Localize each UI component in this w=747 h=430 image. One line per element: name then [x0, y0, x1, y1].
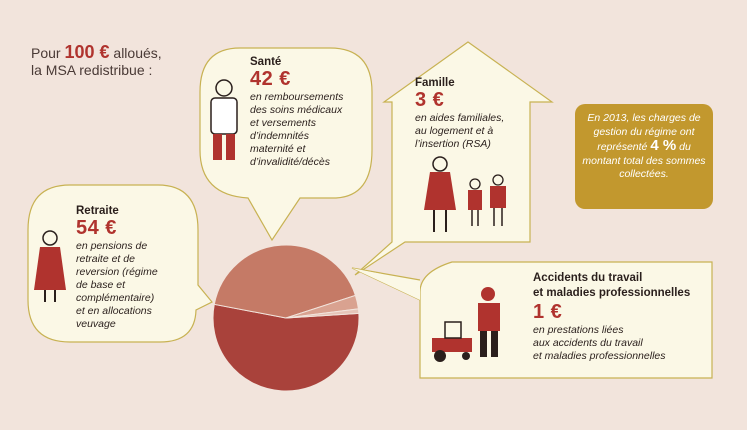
retraite-title: Retraite [76, 205, 119, 217]
famille-desc: en aides familiales, au logement et à l’insertion (RSA) [415, 112, 505, 150]
famille-amount: 3 € [415, 89, 445, 111]
famille-block [415, 77, 527, 151]
accidents-desc: en prestations liées aux accidents du travail et maladies professionnelles [533, 324, 666, 362]
accidents-title-1: Accidents du travail [533, 272, 643, 284]
sante-title: Santé [250, 56, 282, 68]
famille-title: Famille [415, 77, 455, 89]
accidents-title-2: et maladies professionnelles [533, 287, 691, 299]
note-pct: 4 % [650, 137, 677, 154]
retraite-block [76, 205, 196, 331]
intro-pre: Pour [31, 45, 61, 61]
retraite-amount: 54 € [76, 217, 117, 239]
intro-post: alloués, [113, 45, 162, 61]
intro-line2: la MSA redistribue : [31, 62, 153, 78]
note-post: du montant total des sommes collectées. [582, 141, 706, 180]
sante-amount: 42 € [250, 68, 291, 90]
pie-chart [213, 245, 359, 391]
management-cost-note [575, 104, 713, 209]
sante-block [250, 56, 370, 169]
note-pre: En 2013, les charges de gestion du régime ont représenté [587, 112, 701, 153]
retraite-desc: en pensions de retraite et de reversion (régime de base et complémentaire) et en allocations veuvage [76, 240, 158, 330]
accidents-amount: 1 € [533, 301, 563, 323]
sante-desc: en remboursements des soins médicaux et versements d’indemnités maternité et d’invalidité/décès [250, 91, 344, 168]
accidents-block [533, 272, 708, 363]
intro-amount: 100 € [64, 42, 110, 62]
